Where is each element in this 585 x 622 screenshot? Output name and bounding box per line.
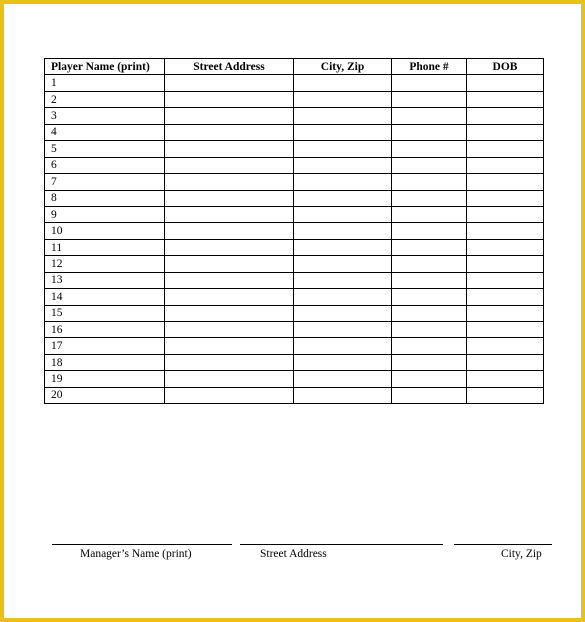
phone-cell[interactable] xyxy=(392,322,467,338)
city-zip-cell[interactable] xyxy=(294,91,392,107)
street-address-cell[interactable] xyxy=(165,338,294,354)
street-address-cell[interactable] xyxy=(165,174,294,190)
city-zip-cell[interactable] xyxy=(294,239,392,255)
street-address-cell[interactable] xyxy=(165,75,294,91)
dob-cell[interactable] xyxy=(467,272,544,288)
phone-cell[interactable] xyxy=(392,174,467,190)
phone-cell[interactable] xyxy=(392,141,467,157)
dob-cell[interactable] xyxy=(467,338,544,354)
dob-cell[interactable] xyxy=(467,387,544,403)
player-name-cell: 16 xyxy=(45,322,165,338)
header-street-address: Street Address xyxy=(165,59,294,75)
street-address-cell[interactable] xyxy=(165,108,294,124)
table-row xyxy=(45,305,544,321)
street-address-cell[interactable] xyxy=(165,387,294,403)
dob-cell[interactable] xyxy=(467,223,544,239)
phone-cell[interactable] xyxy=(392,305,467,321)
city-zip-cell[interactable] xyxy=(294,108,392,124)
dob-cell[interactable] xyxy=(467,108,544,124)
dob-cell[interactable] xyxy=(467,124,544,140)
street-address-label: Street Address xyxy=(260,548,327,560)
dob-cell[interactable] xyxy=(467,322,544,338)
city-zip-cell[interactable] xyxy=(294,322,392,338)
table-row xyxy=(45,322,544,338)
city-zip-cell[interactable] xyxy=(294,371,392,387)
table-row xyxy=(45,174,544,190)
table-row xyxy=(45,75,544,91)
table-row xyxy=(45,190,544,206)
street-address-cell[interactable] xyxy=(165,239,294,255)
dob-cell[interactable] xyxy=(467,371,544,387)
city-zip-cell[interactable] xyxy=(294,124,392,140)
table-row xyxy=(45,141,544,157)
address-signature-line[interactable] xyxy=(240,544,443,545)
player-name-cell: 2 xyxy=(45,91,165,107)
dob-cell[interactable] xyxy=(467,91,544,107)
table-row xyxy=(45,371,544,387)
player-name-cell: 3 xyxy=(45,108,165,124)
player-name-cell: 8 xyxy=(45,190,165,206)
table-row xyxy=(45,108,544,124)
phone-cell[interactable] xyxy=(392,272,467,288)
city-zip-cell[interactable] xyxy=(294,223,392,239)
phone-cell[interactable] xyxy=(392,387,467,403)
city-zip-cell[interactable] xyxy=(294,338,392,354)
phone-cell[interactable] xyxy=(392,157,467,173)
street-address-cell[interactable] xyxy=(165,223,294,239)
table-row xyxy=(45,157,544,173)
phone-cell[interactable] xyxy=(392,256,467,272)
player-name-cell: 17 xyxy=(45,338,165,354)
player-name-cell: 20 xyxy=(45,387,165,403)
street-address-cell[interactable] xyxy=(165,289,294,305)
phone-cell[interactable] xyxy=(392,190,467,206)
city-zip-cell[interactable] xyxy=(294,272,392,288)
dob-cell[interactable] xyxy=(467,354,544,370)
header-dob: DOB xyxy=(467,59,544,75)
player-name-cell: 11 xyxy=(45,239,165,255)
player-name-cell: 15 xyxy=(45,305,165,321)
street-address-cell[interactable] xyxy=(165,272,294,288)
phone-cell[interactable] xyxy=(392,75,467,91)
dob-cell[interactable] xyxy=(467,190,544,206)
table-row xyxy=(45,124,544,140)
street-address-cell[interactable] xyxy=(165,322,294,338)
player-name-cell: 6 xyxy=(45,157,165,173)
street-address-cell[interactable] xyxy=(165,305,294,321)
player-name-cell: 7 xyxy=(45,174,165,190)
city-zip-cell[interactable] xyxy=(294,75,392,91)
manager-signature-line[interactable] xyxy=(52,544,232,545)
player-name-cell: 1 xyxy=(45,75,165,91)
table-row xyxy=(45,239,544,255)
street-address-cell[interactable] xyxy=(165,124,294,140)
city-zip-cell[interactable] xyxy=(294,141,392,157)
phone-cell[interactable] xyxy=(392,289,467,305)
player-name-cell: 19 xyxy=(45,371,165,387)
dob-cell[interactable] xyxy=(467,141,544,157)
dob-cell[interactable] xyxy=(467,256,544,272)
phone-cell[interactable] xyxy=(392,206,467,222)
header-player-name: Player Name (print) xyxy=(45,59,165,75)
roster-table xyxy=(44,58,544,404)
phone-cell[interactable] xyxy=(392,354,467,370)
street-address-cell[interactable] xyxy=(165,157,294,173)
phone-cell[interactable] xyxy=(392,338,467,354)
street-address-cell[interactable] xyxy=(165,190,294,206)
city-zip-cell[interactable] xyxy=(294,354,392,370)
dob-cell[interactable] xyxy=(467,289,544,305)
player-name-cell: 13 xyxy=(45,272,165,288)
table-row xyxy=(45,354,544,370)
table-row xyxy=(45,223,544,239)
city-zip-label: City, Zip xyxy=(501,548,542,560)
table-row xyxy=(45,206,544,222)
player-name-cell: 5 xyxy=(45,141,165,157)
table-row xyxy=(45,387,544,403)
dob-cell[interactable] xyxy=(467,305,544,321)
street-address-cell[interactable] xyxy=(165,256,294,272)
player-name-cell: 18 xyxy=(45,354,165,370)
table-row xyxy=(45,289,544,305)
phone-cell[interactable] xyxy=(392,239,467,255)
dob-cell[interactable] xyxy=(467,157,544,173)
phone-cell[interactable] xyxy=(392,371,467,387)
city-zip-cell[interactable] xyxy=(294,157,392,173)
player-name-cell: 14 xyxy=(45,289,165,305)
city-zip-cell[interactable] xyxy=(294,190,392,206)
table-row xyxy=(45,91,544,107)
player-name-cell: 9 xyxy=(45,206,165,222)
city-zip-cell[interactable] xyxy=(294,387,392,403)
city-zip-cell[interactable] xyxy=(294,305,392,321)
phone-cell[interactable] xyxy=(392,223,467,239)
street-address-cell[interactable] xyxy=(165,141,294,157)
dob-cell[interactable] xyxy=(467,206,544,222)
table-row xyxy=(45,272,544,288)
street-address-cell[interactable] xyxy=(165,206,294,222)
city-zip-cell[interactable] xyxy=(294,289,392,305)
city-zip-cell[interactable] xyxy=(294,174,392,190)
phone-cell[interactable] xyxy=(392,91,467,107)
city-zip-cell[interactable] xyxy=(294,256,392,272)
player-name-cell: 12 xyxy=(45,256,165,272)
city-signature-line[interactable] xyxy=(454,544,552,545)
header-phone: Phone # xyxy=(392,59,467,75)
manager-name-label: Manager’s Name (print) xyxy=(80,548,192,560)
table-row xyxy=(45,338,544,354)
dob-cell[interactable] xyxy=(467,239,544,255)
roster-body xyxy=(45,75,544,404)
header-row xyxy=(45,59,544,75)
dob-cell[interactable] xyxy=(467,174,544,190)
street-address-cell[interactable] xyxy=(165,91,294,107)
city-zip-cell[interactable] xyxy=(294,206,392,222)
player-name-cell: 4 xyxy=(45,124,165,140)
dob-cell[interactable] xyxy=(467,75,544,91)
table-row xyxy=(45,256,544,272)
street-address-cell[interactable] xyxy=(165,371,294,387)
street-address-cell[interactable] xyxy=(165,354,294,370)
header-city-zip: City, Zip xyxy=(294,59,392,75)
phone-cell[interactable] xyxy=(392,124,467,140)
phone-cell[interactable] xyxy=(392,108,467,124)
player-name-cell: 10 xyxy=(45,223,165,239)
